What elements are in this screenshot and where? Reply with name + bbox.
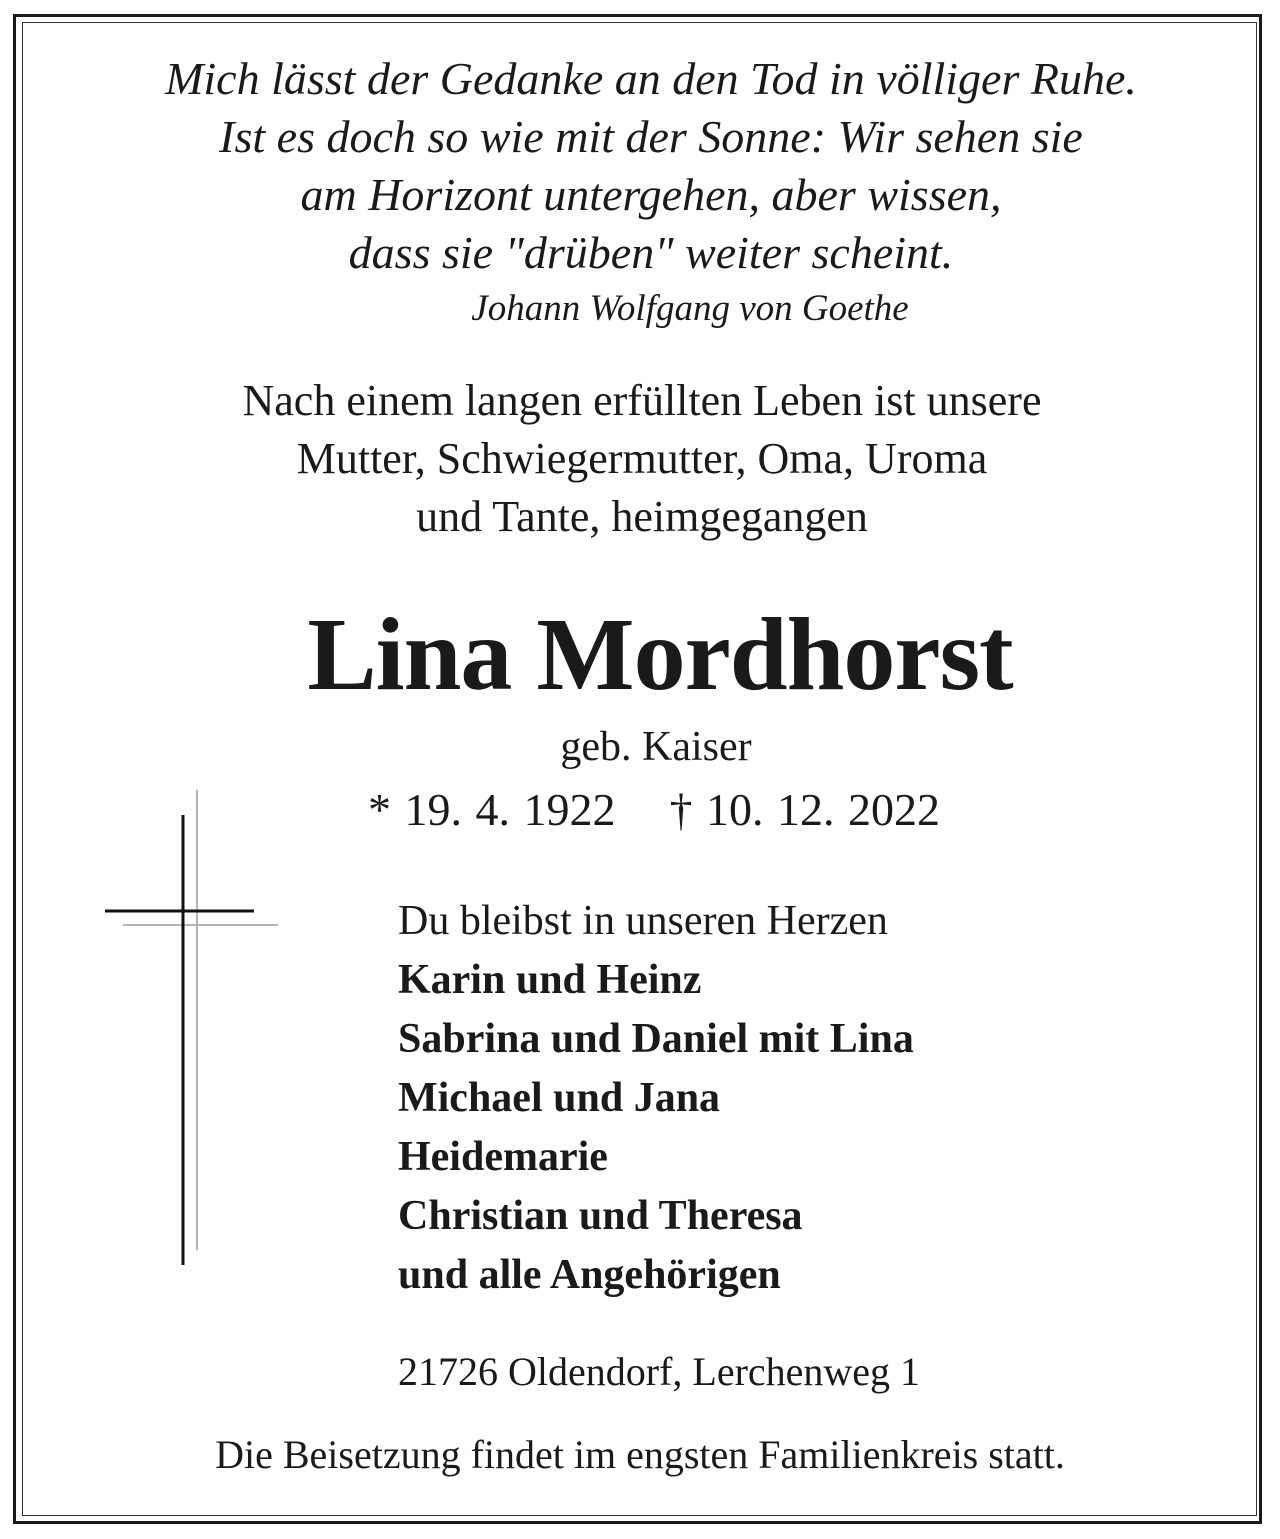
quote-author: Johann Wolfgang von Goethe [471, 288, 909, 329]
quote-line-1: Mich lässt der Gedanke an den Tod in völliger Ruhe. [165, 53, 1137, 104]
address: 21726 Oldendorf, Lerchenweg 1 [398, 1349, 921, 1394]
family-member: Christian und Theresa [398, 1193, 803, 1239]
deceased-name: Lina Mordhorst [307, 597, 1013, 712]
family-member: und alle Angehörigen [398, 1252, 781, 1298]
intro-line-2: Mutter, Schwiegermutter, Oma, Uroma [296, 434, 988, 483]
burial-note: Die Beisetzung findet im engsten Familienkreis statt. [215, 1432, 1065, 1477]
intro-line-3: und Tante, heimgegangen [416, 492, 868, 541]
family-member: Karin und Heinz [398, 957, 702, 1003]
quote-line-4: dass sie "drüben" weiter scheint. [348, 227, 954, 278]
life-dates [14, 783, 1280, 836]
family-member: Michael und Jana [398, 1075, 721, 1121]
birth-date: * 19. 4. 1922 [368, 784, 616, 835]
birth-name: geb. Kaiser [560, 724, 752, 770]
family-member: Heidemarie [398, 1134, 608, 1180]
quote-line-3: am Horizont untergehen, aber wissen, [300, 169, 1002, 220]
quote-line-2: Ist es doch so wie mit der Sonne: Wir sehen sie [219, 111, 1083, 162]
family-intro: Du bleibst in unseren Herzen [398, 898, 888, 944]
family-list [398, 892, 914, 1305]
intro-line-1: Nach einem langen erfüllten Leben ist unsere [242, 376, 1042, 425]
death-date: † 10. 12. 2022 [669, 784, 940, 835]
family-member: Sabrina und Daniel mit Lina [398, 1016, 914, 1062]
